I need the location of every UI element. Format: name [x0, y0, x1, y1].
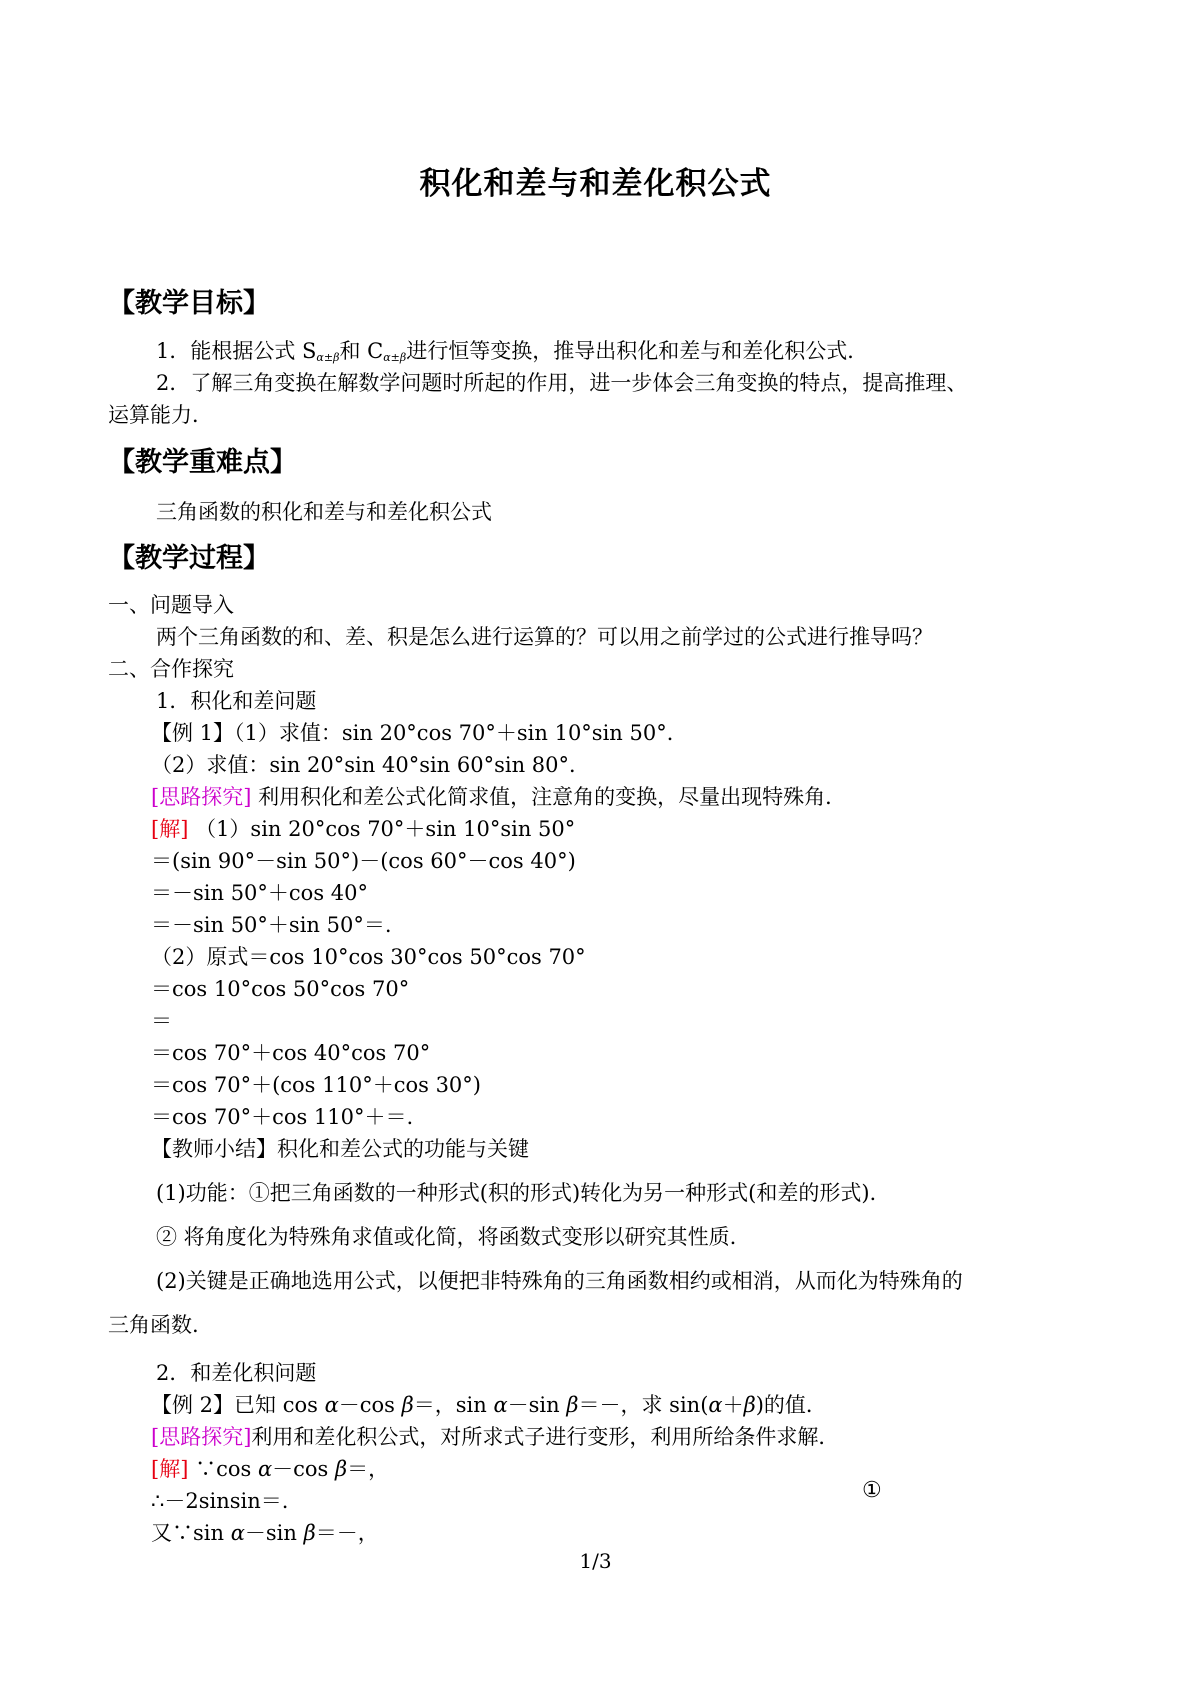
document-title: 积化和差与和差化积公式 [419, 166, 772, 202]
example2-solution-line-2: ∴－2sinsin＝. [151, 1489, 289, 1513]
ex2-q-part: ＝，sin [413, 1393, 494, 1417]
ex2-sol-part: ∵cos [188, 1457, 258, 1481]
sub2-heading: 2．和差化积问题 [156, 1361, 317, 1385]
subscript-c: α±β [383, 351, 407, 364]
ex2-sol-part: －sin [244, 1521, 304, 1545]
example1-solution-line-6: ＝cos 10°cos 50°cos 70° [151, 977, 410, 1001]
hint-tag: [思路探究] [151, 1425, 252, 1449]
objective-1-text-b: 和 C [339, 339, 384, 363]
ex2-q-part: )的值． [755, 1393, 827, 1417]
ex2-sol-part: 又∵sin [151, 1521, 231, 1545]
alpha-symbol: α [324, 1393, 339, 1417]
equation-marker-1: ① [862, 1478, 882, 1503]
example2-hint [151, 1422, 839, 1452]
example2-solution-line-1 [151, 1454, 389, 1484]
objective-1-text-c: 进行恒等变换，推导出积化和差与和差化积公式． [406, 339, 869, 363]
hint-text: 利用积化和差公式化简求值，注意角的变换，尽量出现特殊角． [251, 785, 847, 809]
subscript-s: α±β [316, 351, 340, 364]
example1-solution-line-4: ＝－sin 50°＋sin 50°＝. [151, 913, 392, 937]
section-heading-process: 【教学过程】 [108, 543, 270, 574]
page-number: 1/3 [579, 1549, 612, 1573]
example2-question [151, 1390, 827, 1420]
sub1-heading: 1．积化和差问题 [156, 689, 317, 713]
beta-symbol: β [566, 1393, 579, 1417]
ex2-q-part: ＋ [722, 1393, 744, 1417]
part1-text: 两个三角函数的和、差、积是怎么进行运算的？可以用之前学过的公式进行推导吗？ [156, 625, 933, 649]
example1-solution-line-9: ＝cos 70°＋(cos 110°＋cos 30°) [151, 1073, 481, 1097]
example1-question2: （2）求值：sin 20°sin 40°sin 60°sin 80°． [151, 753, 591, 777]
part2-heading: 二、合作探究 [108, 657, 234, 681]
ex2-sol-part: ＝－， [315, 1521, 379, 1545]
teacher-summary-3: (2)关键是正确地选用公式，以便把非特殊角的三角函数相约或相消，从而化为特殊角的 [156, 1269, 963, 1293]
hint-text: 利用和差化积公式，对所求式子进行变形，利用所给条件求解． [251, 1425, 840, 1449]
section-heading-key-points: 【教学重难点】 [108, 447, 297, 478]
solution-text: （1）sin 20°cos 70°＋sin 10°sin 50° [188, 817, 576, 841]
teacher-summary-3-cont: 三角函数. [108, 1313, 199, 1337]
beta-symbol: β [743, 1393, 756, 1417]
solution-tag: [解] [151, 1457, 189, 1481]
example1-solution-line-5: （2）原式＝cos 10°cos 30°cos 50°cos 70° [151, 945, 586, 969]
objective-item-1 [156, 336, 868, 366]
ex2-q-part: －sin [507, 1393, 567, 1417]
objective-item-2-cont: 运算能力． [108, 403, 213, 427]
ex2-sol-part: －cos [272, 1457, 335, 1481]
beta-symbol: β [303, 1521, 316, 1545]
part1-heading: 一、问题导入 [108, 593, 234, 617]
example1-solution-line-10: ＝cos 70°＋cos 110°＋＝. [151, 1105, 414, 1129]
example1-hint [151, 782, 846, 812]
teacher-summary-1: (1)功能：①把三角函数的一种形式(积的形式)转化为另一种形式(和差的形式). [156, 1181, 877, 1205]
teacher-summary-heading: 【教师小结】积化和差公式的功能与关键 [151, 1137, 529, 1161]
example2-solution-line-3 [151, 1518, 379, 1548]
ex2-q-part: 【例 2】已知 cos [151, 1393, 325, 1417]
ex2-sol-part: ＝， [347, 1457, 390, 1481]
beta-symbol: β [334, 1457, 348, 1481]
objective-item-2: 2．了解三角变换在解数学问题时所起的作用，进一步体会三角变换的特点，提高推理、 [156, 371, 968, 395]
alpha-symbol: α [708, 1393, 723, 1417]
objective-1-text-a: 1．能根据公式 S [156, 339, 317, 363]
example1-solution-line-2: ＝(sin 90°－sin 50°)－(cos 60°－cos 40°) [151, 849, 576, 873]
example1-solution-line-8: ＝cos 70°＋cos 40°cos 70° [151, 1041, 431, 1065]
example1-solution-line-7: ＝ [151, 1009, 172, 1033]
key-points-text: 三角函数的积化和差与和差化积公式 [156, 500, 492, 524]
example1-solution-line-3: ＝－sin 50°＋cos 40° [151, 881, 368, 905]
example1-question1: 【例 1】（1）求值：sin 20°cos 70°＋sin 10°sin 50°． [151, 721, 688, 745]
alpha-symbol: α [230, 1521, 245, 1545]
teacher-summary-2: ② 将角度化为特殊角求值或化简，将函数式变形以研究其性质. [156, 1225, 737, 1249]
ex2-q-part: ＝－，求 sin( [578, 1393, 709, 1417]
solution-tag: [解] [151, 817, 189, 841]
alpha-symbol: α [493, 1393, 508, 1417]
alpha-symbol: α [257, 1457, 273, 1481]
example1-solution-line-1 [151, 814, 575, 844]
beta-symbol: β [401, 1393, 414, 1417]
hint-tag: [思路探究] [151, 785, 252, 809]
ex2-q-part: －cos [338, 1393, 402, 1417]
section-heading-objectives: 【教学目标】 [108, 288, 270, 319]
